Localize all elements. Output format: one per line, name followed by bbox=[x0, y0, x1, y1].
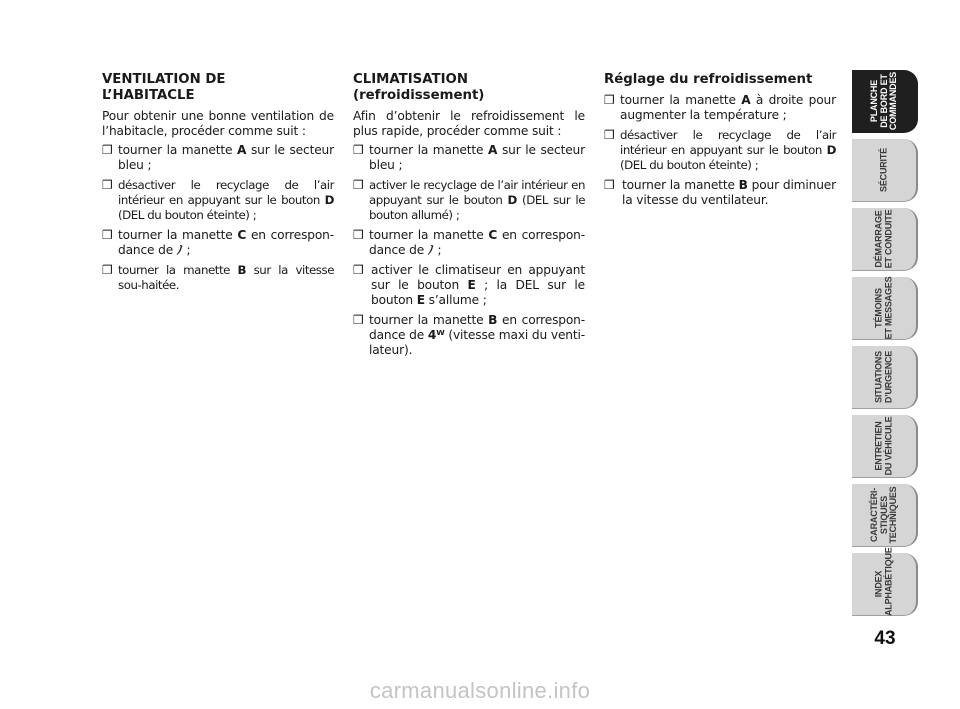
section-title: Réglage du refroidissement bbox=[604, 72, 813, 87]
checkbox-bullet-icon: ❒ bbox=[604, 178, 615, 192]
column-ventilation bbox=[102, 72, 334, 298]
list-item: ❒ tourner la manette B en correspon-dance de 4ᵂ (vitesse maxi du venti-lateur). bbox=[353, 313, 585, 357]
checkbox-bullet-icon: ❒ bbox=[353, 228, 364, 242]
list-item: ❒ tourner la manette A sur le secteur bleu ; bbox=[353, 143, 585, 172]
section-title: CLIMATISATION (refroidissement) bbox=[353, 72, 485, 103]
intro-paragraph: Afin d’obtenir le refroidissement le plus rapide, procéder comme suit : bbox=[353, 109, 585, 138]
checkbox-bullet-icon: ❒ bbox=[102, 143, 113, 157]
list-item: ❒ activer le recyclage de l’air intérieur en appuyant sur le bouton D (DEL sur le bouton allumé) ; bbox=[353, 178, 585, 222]
list-item: ❒ tourner la manette A sur le secteur bleu ; bbox=[102, 143, 334, 172]
tab-temoins[interactable]: TÉMOINS ET MESSAGES bbox=[852, 277, 918, 340]
list-item: ❒ tourner la manette B sur la vitesse sou-haitée. bbox=[102, 263, 334, 292]
list-item: ❒ tourner la manette C en correspon-dance de ﾉ ; bbox=[353, 228, 585, 257]
column-climatisation bbox=[353, 72, 585, 363]
tab-planche-de-bord[interactable]: PLANCHE DE BORD ET COMMANDES bbox=[852, 70, 918, 133]
intro-paragraph: Pour obtenir une bonne ventilation de l’habitacle, procéder comme suit : bbox=[102, 109, 334, 138]
tab-securite[interactable]: SÉCURITÉ bbox=[852, 139, 918, 202]
list-item: ❒ tourner la manette C en correspon-dance de ﾉ ; bbox=[102, 228, 334, 257]
checkbox-bullet-icon: ❒ bbox=[102, 263, 113, 277]
air-distribution-icon: ﾉ bbox=[427, 243, 434, 257]
list-item: ❒ tourner la manette B pour diminuer la vitesse du ventilateur. bbox=[604, 178, 836, 207]
list-item: ❒ activer le climatiseur en appuyant sur le bouton E ; la DEL sur le bouton E s’allume ; bbox=[353, 263, 585, 307]
checkbox-bullet-icon: ❒ bbox=[102, 228, 113, 242]
checkbox-bullet-icon: ❒ bbox=[353, 143, 364, 157]
section-title: VENTILATION DE L’HABITACLE bbox=[102, 72, 226, 103]
page-number: 43 bbox=[874, 628, 896, 649]
tab-caracteristiques[interactable]: CARACTÉRI- STIQUES TECHNIQUES bbox=[852, 484, 918, 547]
tab-index[interactable]: INDEX ALPHABÉTIQUE bbox=[852, 553, 918, 616]
column-reglage bbox=[604, 72, 836, 213]
checkbox-bullet-icon: ❒ bbox=[102, 178, 113, 192]
checkbox-bullet-icon: ❒ bbox=[604, 128, 615, 142]
fan-icon: ᵂ bbox=[436, 328, 445, 342]
checkbox-bullet-icon: ❒ bbox=[353, 313, 364, 327]
watermark: carmanualsonline.info bbox=[369, 678, 591, 703]
tab-situations[interactable]: SITUATIONS D’URGENCE bbox=[852, 346, 918, 409]
checkbox-bullet-icon: ❒ bbox=[353, 178, 364, 192]
tab-demarrage[interactable]: DÉMARRAGE ET CONDUITE bbox=[852, 208, 918, 271]
list-item: ❒ désactiver le recyclage de l’air intérieur en appuyant sur le bouton D (DEL du bouton éteinte) ; bbox=[102, 178, 334, 222]
tab-entretien[interactable]: ENTRETIEN DU VÉHICULE bbox=[852, 415, 918, 478]
checkbox-bullet-icon: ❒ bbox=[604, 93, 615, 107]
air-distribution-icon: ﾉ bbox=[176, 243, 183, 257]
checkbox-bullet-icon: ❒ bbox=[353, 263, 364, 277]
list-item: ❒ désactiver le recyclage de l’air intérieur en appuyant sur le bouton D (DEL du bouton éteinte) ; bbox=[604, 128, 836, 172]
list-item: ❒ tourner la manette A à droite pour augmenter la température ; bbox=[604, 93, 836, 122]
